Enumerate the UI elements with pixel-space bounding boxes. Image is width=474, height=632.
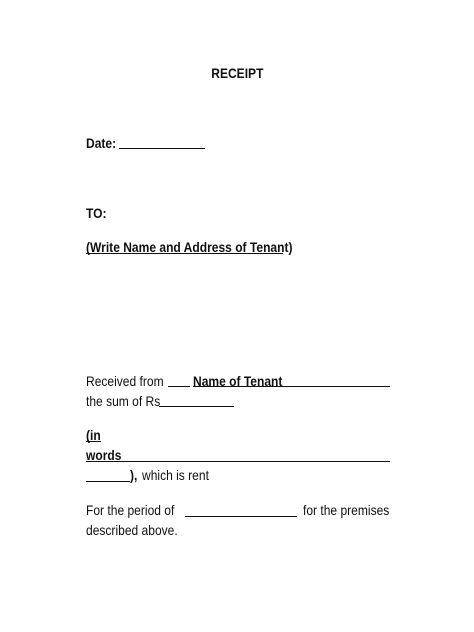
sum-blank [159,406,234,407]
in-words-line1: (in [86,427,101,443]
date-blank [119,148,205,149]
date-label: Date: [86,135,117,151]
in-words-line1-underline [86,441,101,442]
paren-close: ), [130,467,138,483]
receipt-title [0,64,474,82]
which-is-rent: which is rent [142,467,209,483]
receipt-title-text: RECEIPT [210,65,264,81]
sum-label: the sum of Rs [86,393,161,409]
tenant-placeholder: (Write Name and Address of Tenant) [86,239,293,255]
period-blank [185,516,297,517]
received-from-blank-right [193,386,390,387]
described-above: described above. [86,522,178,538]
tenant-placeholder-underline [86,253,283,254]
period-label: For the period of [86,502,175,518]
name-of-tenant: Name of Tenant [193,373,283,389]
in-words-blank-2 [86,481,130,482]
received-from-blank-left [168,386,190,387]
received-from-label: Received from [86,373,164,389]
for-the-premises: for the premises [303,502,390,518]
to-label: TO: [86,205,107,221]
in-words-line2: words [86,447,122,463]
in-words-blank [86,461,390,462]
